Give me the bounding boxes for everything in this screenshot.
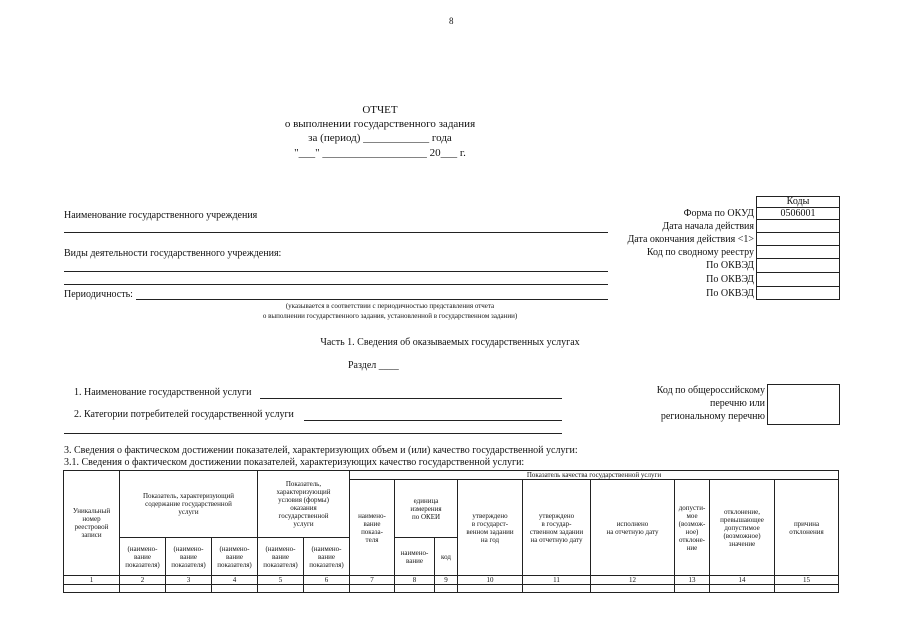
quality-indicators-table (63, 470, 839, 593)
codes-label-registry: Код по сводному реестру (646, 247, 754, 258)
section3-1-heading: 3.1. Сведения о фактическом достижении показателей, характеризующих качество государственной услуги: (64, 457, 525, 468)
codes-value-okud: 0506001 (780, 208, 816, 219)
code-list-label-2: перечню или (709, 398, 765, 409)
table-cell (166, 585, 212, 593)
codes-label-okved-1: По ОКВЭД (706, 260, 754, 271)
code-list-label-1: Код по общероссийскому (656, 385, 765, 396)
col-number-10: 10 (458, 576, 523, 585)
codes-divider-6 (756, 286, 840, 287)
header-deviation-exceeding: отклонение, превышающее допустимое (возможное) значение (710, 480, 775, 576)
col-number-6: 6 (304, 576, 350, 585)
periodicity-note-1: (указывается в соответствии с периодичностью представления отчета (285, 302, 495, 310)
service-name-label: 1. Наименование государственной услуги (74, 387, 252, 398)
header-quality-group: Показатель качества государственной услуги (350, 471, 839, 480)
header-content-sub-2: (наимено- вание показателя) (166, 538, 212, 576)
institution-label: Наименование государственного учреждения (64, 210, 258, 221)
header-okei-name: наимено- вание (395, 538, 435, 576)
header-allowed-deviation: допусти- мое (возмож- ное) отклоне- ние (675, 480, 710, 576)
col-number-3: 3 (166, 576, 212, 585)
header-okei-code: код (435, 538, 458, 576)
service-name-line (260, 398, 562, 399)
codes-label-end-date: Дата окончания действия <1> (627, 234, 754, 245)
header-content-sub-1: (наимено- вание показателя) (120, 538, 166, 576)
col-number-8: 8 (395, 576, 435, 585)
table-cell (395, 585, 435, 593)
codes-divider-5 (756, 272, 840, 273)
codes-divider-2 (756, 232, 840, 233)
codes-label-okved-3: По ОКВЭД (706, 288, 754, 299)
header-approved-task: утверждено в государст- венном задании на год (458, 480, 523, 576)
table-cell (435, 585, 458, 593)
codes-header: Коды (786, 196, 810, 207)
report-date: "___" ___________________ 20___ г. (294, 147, 466, 159)
code-list-label-3: региональному перечню (660, 411, 765, 422)
col-number-1: 1 (64, 576, 120, 585)
header-executed: исполнено на отчетную дату (591, 480, 675, 576)
table-cell (458, 585, 523, 593)
report-period: за (период) ____________ года (308, 132, 452, 144)
codes-divider-3 (756, 245, 840, 246)
table-cell (304, 585, 350, 593)
col-number-7: 7 (350, 576, 395, 585)
header-conditions-sub-1: (наимено- вание показателя) (258, 538, 304, 576)
consumer-category-line-2 (64, 433, 562, 434)
header-content-group: Показатель, характеризующий содержание государственной услуги (120, 471, 258, 538)
col-number-15: 15 (775, 576, 839, 585)
periodicity-label: Периодичность: (64, 289, 133, 300)
col-number-5: 5 (258, 576, 304, 585)
table-cell (675, 585, 710, 593)
codes-label-okved-2: По ОКВЭД (706, 274, 754, 285)
consumer-category-label: 2. Категории потребителей государственной услуги (74, 409, 294, 420)
table-cell (120, 585, 166, 593)
section-label: Раздел ____ (348, 360, 399, 371)
codes-divider-4 (756, 258, 840, 259)
activities-line-1 (64, 271, 608, 272)
header-conditions-sub-2: (наимено- вание показателя) (304, 538, 350, 576)
header-content-sub-3: (наимено- вание показателя) (212, 538, 258, 576)
part-title: Часть 1. Сведения об оказываемых государственных услугах (320, 337, 580, 348)
header-okei: единица измерения по ОКЕИ (395, 480, 458, 538)
table-cell (710, 585, 775, 593)
col-number-12: 12 (591, 576, 675, 585)
activities-label: Виды деятельности государственного учреждения: (64, 248, 282, 259)
header-reason: причина отклонения (775, 480, 839, 576)
activities-line-2 (64, 284, 608, 285)
report-title: ОТЧЕТ (362, 104, 398, 116)
periodicity-note-2: о выполнении государственного задания, установленной в государственном задании) (262, 312, 518, 320)
institution-line (64, 232, 608, 233)
codes-label-okud: Форма по ОКУД (683, 208, 754, 219)
codes-divider-1 (756, 219, 840, 220)
col-number-13: 13 (675, 576, 710, 585)
table-cell (591, 585, 675, 593)
periodicity-line (136, 299, 608, 300)
col-number-9: 9 (435, 576, 458, 585)
header-approved-date: утверждено в государ- ственном задании на отчетную дату (523, 480, 591, 576)
header-indicator-name: наимено- вание показа- теля (350, 480, 395, 576)
header-unique-number: Уникальный номер реестровой записи (64, 471, 120, 576)
table-cell (64, 585, 120, 593)
table-cell (350, 585, 395, 593)
section3-heading: 3. Сведения о фактическом достижении показателей, характеризующих объем и (или) качество государственной услуги: (64, 445, 578, 456)
col-number-14: 14 (710, 576, 775, 585)
report-subtitle: о выполнении государственного задания (284, 118, 476, 130)
col-number-4: 4 (212, 576, 258, 585)
page-number: 8 (449, 16, 454, 26)
codes-label-start-date: Дата начала действия (662, 221, 754, 232)
code-list-box (767, 384, 840, 425)
consumer-category-line (304, 420, 562, 421)
table-cell (523, 585, 591, 593)
col-number-2: 2 (120, 576, 166, 585)
header-conditions-group: Показатель, характеризующий условия (формы) оказания государственной услуги (258, 471, 350, 538)
table-cell (775, 585, 839, 593)
col-number-11: 11 (523, 576, 591, 585)
table-cell (258, 585, 304, 593)
table-cell (212, 585, 258, 593)
